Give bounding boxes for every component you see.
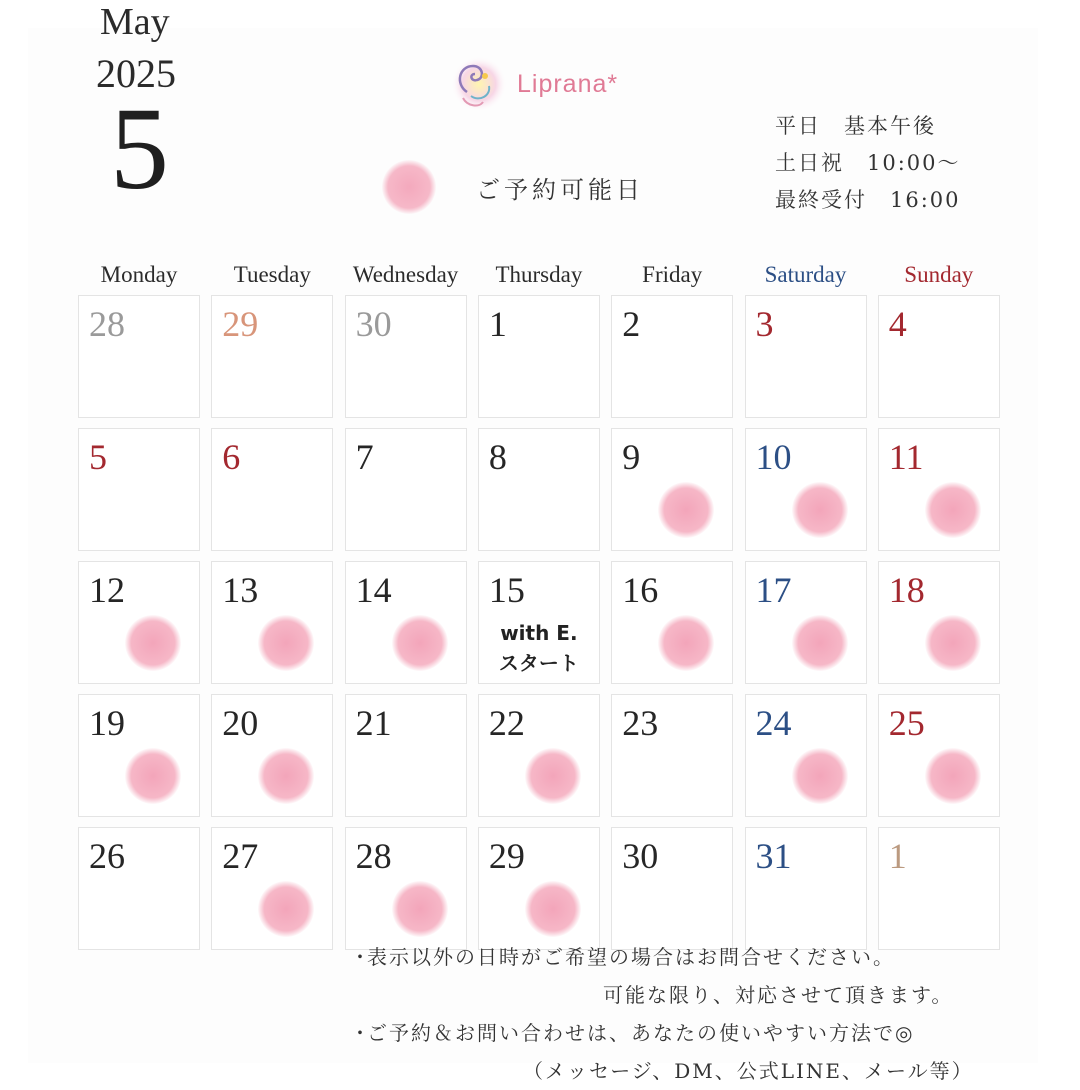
note-line: ･表示以外の日時がご希望の場合はお問合せください。: [355, 945, 895, 969]
day-number: 16: [622, 570, 659, 610]
available-dot-icon: [525, 748, 581, 804]
day-number: 30: [622, 836, 659, 876]
day-cell[interactable]: [478, 694, 600, 817]
day-cell[interactable]: [78, 827, 200, 950]
event-line: with E.: [500, 621, 578, 645]
day-number: 2: [622, 304, 641, 344]
day-cell[interactable]: [611, 694, 733, 817]
day-cell[interactable]: [878, 295, 1000, 418]
day-cell[interactable]: [78, 428, 200, 551]
day-number: 8: [488, 437, 507, 477]
available-dot-icon: [125, 615, 181, 671]
hours-line: 平日 基本午後: [775, 114, 936, 138]
available-dot-icon: [792, 748, 848, 804]
day-number: 20: [222, 703, 259, 743]
day-number: 4: [888, 304, 907, 344]
available-dot-icon: [925, 615, 981, 671]
year: 2025: [96, 51, 176, 96]
day-number: 29: [488, 836, 525, 876]
day-cell[interactable]: [211, 827, 333, 950]
day-cell[interactable]: [745, 561, 867, 684]
business-hours: [775, 108, 961, 219]
day-number: 29: [222, 304, 259, 344]
available-dot-icon: [658, 615, 714, 671]
day-cell[interactable]: [345, 428, 467, 551]
swirl-logo-icon: [445, 52, 509, 116]
day-number: 1: [888, 836, 907, 876]
available-dot-icon: [258, 881, 314, 937]
day-number: 11: [888, 437, 924, 477]
day-cell[interactable]: [345, 295, 467, 418]
weekday-saturday: Saturday: [764, 262, 847, 287]
brand-name: Liprana*: [517, 69, 619, 98]
day-cell[interactable]: [878, 694, 1000, 817]
available-dot-icon: [382, 160, 436, 214]
event-label: [479, 618, 599, 678]
legend-label: ご予約可能日: [476, 175, 644, 204]
day-number: 15: [488, 570, 525, 610]
available-dot-icon: [658, 482, 714, 538]
day-cell[interactable]: [745, 694, 867, 817]
day-cell[interactable]: [878, 827, 1000, 950]
day-cell[interactable]: [878, 561, 1000, 684]
day-number: 28: [355, 836, 392, 876]
weekday-thursday: Thursday: [495, 262, 583, 287]
day-number: 10: [755, 437, 792, 477]
day-cell[interactable]: [78, 295, 200, 418]
day-cell[interactable]: [478, 827, 600, 950]
day-cell[interactable]: [478, 428, 600, 551]
day-number: 24: [755, 703, 792, 743]
day-number: 27: [222, 836, 259, 876]
day-cell[interactable]: [745, 428, 867, 551]
day-number: 14: [355, 570, 392, 610]
day-cell[interactable]: [211, 295, 333, 418]
notes: [355, 938, 974, 1090]
day-number: 28: [89, 304, 125, 344]
brand-logo: [445, 52, 618, 116]
availability-legend: [382, 160, 644, 214]
day-number: 3: [755, 304, 774, 344]
day-cell[interactable]: [745, 295, 867, 418]
day-number: 30: [355, 304, 392, 344]
day-cell[interactable]: [78, 694, 200, 817]
available-dot-icon: [525, 881, 581, 937]
day-number: 17: [755, 570, 792, 610]
day-number: 1: [488, 304, 507, 344]
available-dot-icon: [925, 748, 981, 804]
available-dot-icon: [925, 482, 981, 538]
weekday-sunday: Sunday: [904, 262, 974, 287]
note-line: 可能な限り、対応させて頂きます。: [603, 983, 954, 1007]
weekday-monday: Monday: [100, 262, 178, 287]
day-number: 22: [488, 703, 525, 743]
available-dot-icon: [392, 615, 448, 671]
month-number: 5: [110, 83, 169, 214]
day-cell[interactable]: [345, 827, 467, 950]
day-cell[interactable]: [345, 694, 467, 817]
day-number: 18: [888, 570, 925, 610]
day-cell[interactable]: [611, 295, 733, 418]
day-cell[interactable]: [611, 827, 733, 950]
month-name: May: [100, 1, 170, 43]
weekday-wednesday: Wednesday: [352, 262, 459, 287]
event-line: スタート: [498, 651, 579, 675]
day-cell[interactable]: [211, 694, 333, 817]
day-cell[interactable]: [611, 561, 733, 684]
day-cell[interactable]: [745, 827, 867, 950]
weekday-friday: Friday: [642, 262, 703, 287]
day-number: 31: [755, 836, 792, 876]
hours-line: 土日祝 10:00〜: [775, 151, 961, 175]
day-number: 21: [355, 703, 392, 743]
note-line: ･ご予約＆お問い合わせは、あなたの使いやすい方法で◎: [355, 1021, 915, 1045]
day-number: 19: [89, 703, 125, 743]
day-cell[interactable]: [878, 428, 1000, 551]
day-number: 12: [89, 570, 125, 610]
note-line: （メッセージ、DM、公式LINE、メール等）: [523, 1059, 974, 1083]
day-number: 6: [222, 437, 241, 477]
available-dot-icon: [258, 615, 314, 671]
day-number: 9: [622, 437, 641, 477]
hours-line: 最終受付 16:00: [775, 188, 961, 212]
available-dot-icon: [392, 881, 448, 937]
day-cell[interactable]: [211, 428, 333, 551]
available-dot-icon: [792, 482, 848, 538]
day-cell[interactable]: [345, 561, 467, 684]
available-dot-icon: [258, 748, 314, 804]
day-number: 25: [888, 703, 925, 743]
available-dot-icon: [792, 615, 848, 671]
day-cell[interactable]: [478, 561, 600, 684]
day-number: 7: [355, 437, 374, 477]
day-cell[interactable]: [78, 561, 200, 684]
day-cell[interactable]: [611, 428, 733, 551]
day-cell[interactable]: [478, 295, 600, 418]
day-cell[interactable]: [211, 561, 333, 684]
day-number: 23: [622, 703, 659, 743]
weekday-tuesday: Tuesday: [233, 262, 311, 287]
day-number: 26: [89, 836, 125, 876]
day-number: 13: [222, 570, 259, 610]
available-dot-icon: [125, 748, 181, 804]
day-number: 5: [89, 437, 107, 477]
